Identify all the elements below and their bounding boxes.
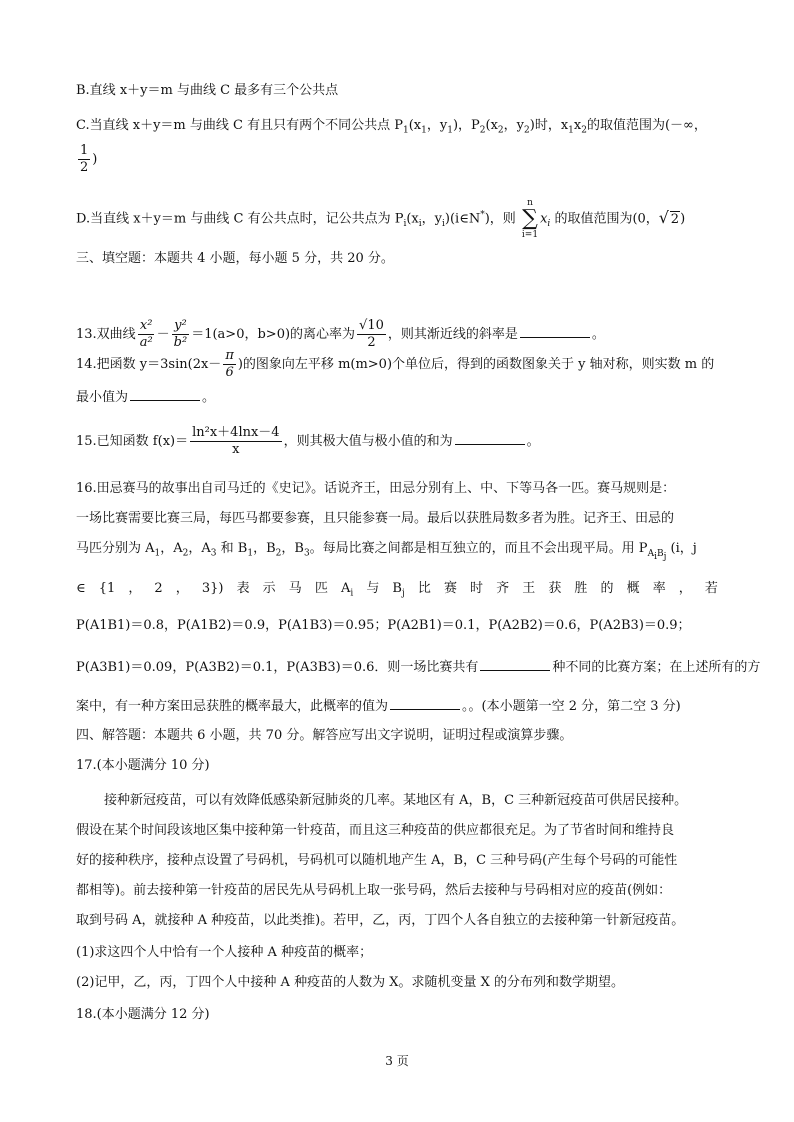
sqrt-two: √ 2 (658, 207, 680, 227)
question-16-line5: P(A1B1)＝0.8，P(A1B2)＝0.9，P(A1B3)＝0.95；P(A2B1)＝0.1，P(A2B2)＝0.6，P(A2B3)＝0.9； (76, 618, 691, 633)
fraction-sqrt10-2: $\frac{√10}{2}$ (359, 318, 384, 350)
question-17-part2: (2)记甲，乙，丙，丁四个人中接种 A 种疫苗的人数为 X。求随机变量 X 的分布列和数学期望。 (76, 975, 624, 990)
summation-symbol: n ∑ i=1 (521, 198, 539, 240)
question-16-line4: ∈ {1 ， 2 ， 3}) 表 示 马 匹 $A_i$ 与 $B_j$ 比 赛 时 齐 王 获 胜 的 概 率 ， 若 (76, 581, 718, 599)
answer-blank-16b[interactable] (390, 697, 460, 710)
answer-blank-14[interactable] (130, 388, 200, 401)
option-d: D.当直线 x＋y＝m 与曲线 C 有公共点时，记公共点为 $P_i(x_i$，$y_i)(i\in N^*)$，则 n ∑ i=1 $x_i$ 的取值范围为(0， √ 2) (76, 198, 686, 240)
question-17-para-line3: 好的接种秩序，接种点设置了号码机，号码机可以随机地产生 A，B，C 三种号码(产生每个号码的可能性 (76, 853, 678, 868)
question-14: 14.把函数 y＝3sin(2x－ $\frac{\pi}{6}$ )的图象向左平移 m(m>0)个单位后，得到的函数图象关于 y 轴对称，则实数 m 的 (76, 348, 715, 380)
question-17-part1: (1)求这四个人中恰有一个人接种 A 种疫苗的概率； (76, 945, 373, 960)
question-17-para-line1: 接种新冠疫苗，可以有效降低感染新冠肺炎的几率。某地区有 A，B，C 三种新冠疫苗可供居民接种。 (104, 793, 688, 808)
question-16-line1: 16.田忌赛马的故事出自司马迁的《史记》。话说齐王，田忌分别有上、中、下等马各一匹。赛马规则是： (76, 481, 676, 496)
section-4-heading: 四、解答题：本题共 6 小题，共 70 分。解答应写出文字说明，证明过程或演算步骤。 (76, 728, 573, 743)
question-17-para-line4: 都相等)。前去接种第一针疫苗的居民先从号码机上取一张号码，然后去接种与号码相对应的疫苗(例如： (76, 883, 672, 898)
question-16-line6: P(A3B1)＝0.09，P(A3B2)＝0.1，P(A3B3)＝0.6．则一场比赛共有 种不同的比赛方案；在上述所有的方 (76, 660, 761, 675)
section-3-heading: 三、填空题：本题共 4 小题，每小题 5 分，共 20 分。 (76, 251, 394, 266)
question-17-heading: 17.(本小题满分 10 分) (76, 758, 210, 773)
page-number: 3 页 (385, 1054, 409, 1068)
fraction-y2-b2: $\frac{\text{y²}}{\text{b²}}$ (173, 318, 188, 350)
fraction-x2-a2: $\frac{\text{x²}}{\text{a²}}$ (139, 318, 153, 350)
fraction-one-half: $\frac{1}{2}$ (80, 143, 89, 175)
fraction-pi-6: $\frac{\pi}{6}$ (225, 348, 234, 380)
question-16-line2: 一场比赛需要比赛三局，每匹马都要参赛，且只能参赛一局。最后以获胜局数多者为胜。记齐王、田忌的 (76, 511, 675, 526)
question-17-para-line2: 假设在某个时间段该地区集中接种第一针疫苗，而且这三种疫苗的供应都很充足。为了节省时间和维持良 (76, 823, 675, 838)
option-c: C.当直线 x＋y＝m 与曲线 C 有且只有两个不同公共点 $P_1(x_1$，$y_1$)，$P_2(x_2$，$y_2$)时，$x_1x_2$的取值范围为(－∞， (76, 118, 707, 136)
answer-blank-13[interactable] (520, 325, 590, 338)
answer-blank-15[interactable] (455, 432, 525, 445)
question-15: 15.已知函数 f(x)＝ $\frac{\text{ln²x＋4lnx－4}}{x}$ ，则其极大值与极小值的和为 。 (76, 425, 540, 457)
answer-blank-16a[interactable] (480, 658, 550, 671)
question-16-line7: 案中，有一种方案田忌获胜的概率最大，此概率的值为 。。(本小题第一空 2 分，第二空 3 分) (76, 699, 681, 714)
option-c-fraction: $\frac{1}{2}$ ) (80, 143, 98, 175)
question-18-heading: 18.(本小题满分 12 分) (76, 1007, 210, 1022)
question-17-para-line5: 取到号码 A，就接种 A 种疫苗，以此类推)。若甲，乙，丙，丁四个人各自独立的去接种第一针新冠疫苗。 (76, 913, 685, 928)
question-16-line3: 马匹分别为 $A_1$，$A_2$，$A_3$ 和 $B_1$，$B_2$，$B_3$。每局比赛之间都是相互独立的，而且不会出现平局。用 $P_{A_iB_j}$ (i，j (76, 541, 697, 562)
question-14-line2: 最小值为 。 (76, 390, 216, 405)
option-b: B.直线 x＋y＝m 与曲线 C 最多有三个公共点 (76, 83, 339, 98)
fraction-ln-expression: $\frac{\text{ln²x＋4lnx－4}}{x}$ (192, 425, 280, 457)
question-13: 13.双曲线 $\frac{\text{x²}}{\text{a²}}$ － $\frac{\text{y²}}{\text{b²}}$ ＝1(a>0，b>0)的离心率为 $\frac{√10}{2}$ ，则其渐近线的斜率是 。 (76, 318, 605, 350)
